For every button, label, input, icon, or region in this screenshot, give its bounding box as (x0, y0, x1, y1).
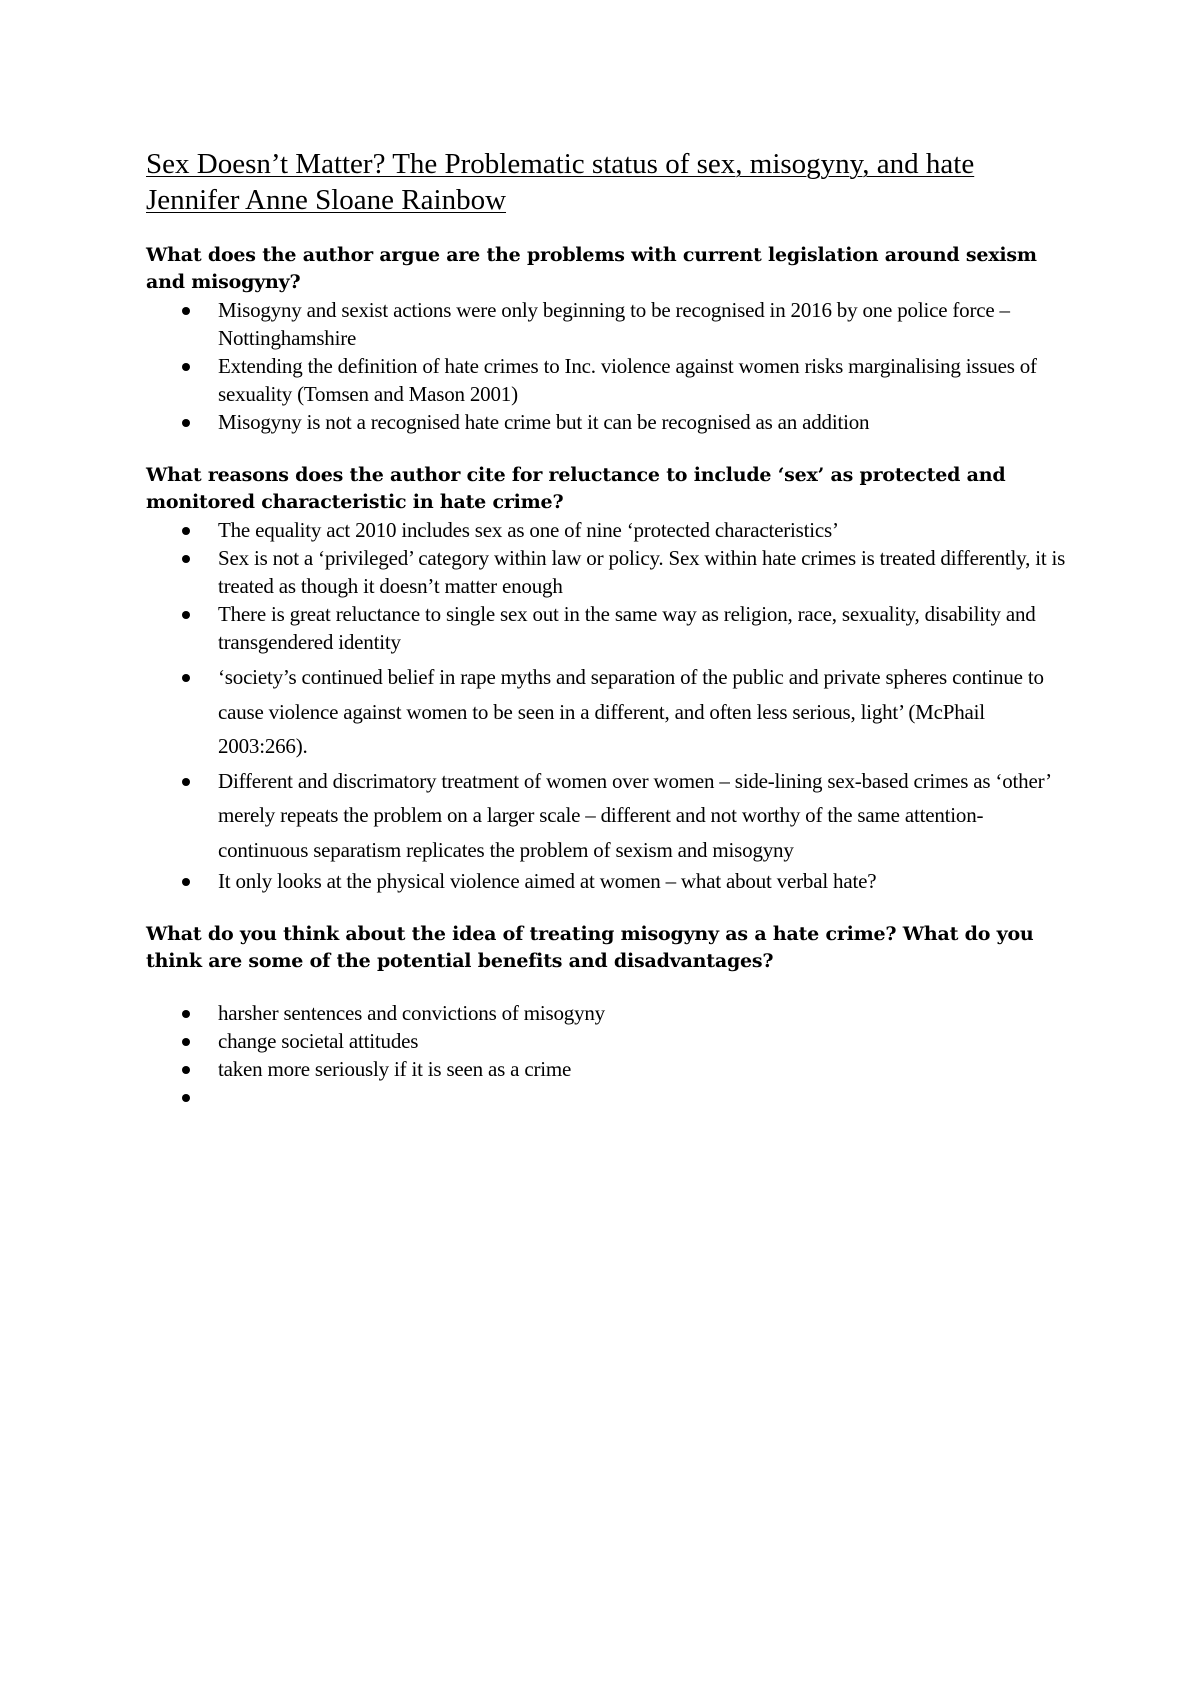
question-heading: What do you think about the idea of treating misogyny as a hate crime? What do you think are some of the potential benefits and disadvantages? (146, 923, 1034, 972)
list-item: Extending the definition of hate crimes to Inc. violence against women risks marginalising issues of sexuality (Tomsen and Mason 2001) (218, 352, 1066, 408)
list-item: Misogyny is not a recognised hate crime but it can be recognised as an addition (218, 408, 1066, 436)
bullet-icon (182, 555, 190, 563)
bullet-icon (182, 1038, 190, 1046)
document-title: Sex Doesn’t Matter? The Problematic status of sex, misogyny, and hate (146, 148, 975, 180)
list-item: harsher sentences and convictions of misogyny (218, 999, 1066, 1027)
list-item: Sex is not a ‘privileged’ category within law or policy. Sex within hate crimes is treated differently, it is treated as though it doesn’t matter enough (218, 544, 1066, 600)
list-item: taken more seriously if it is seen as a crime (218, 1055, 1066, 1083)
section-2 (146, 462, 1066, 895)
bullet-icon (182, 611, 190, 619)
bullet-icon (182, 1094, 190, 1102)
bullet-icon (182, 778, 190, 786)
document-page (146, 146, 1066, 1111)
section-3 (146, 921, 1066, 1111)
bullet-list (146, 516, 1066, 895)
bullet-icon (182, 307, 190, 315)
question-heading: What reasons does the author cite for reluctance to include ‘sex’ as protected and monitored characteristic in hate crime? (146, 464, 1006, 513)
bullet-icon (182, 363, 190, 371)
document-author: Jennifer Anne Sloane Rainbow (146, 184, 507, 216)
bullet-list (146, 296, 1066, 436)
list-item: change societal attitudes (218, 1027, 1066, 1055)
bullet-icon (182, 1010, 190, 1018)
list-item: Different and discrimatory treatment of women over women – side-lining sex-based crimes as ‘other’ merely repeats the problem on a larger scale – different and not worthy of the same attention- continuous separatism replicates the problem of sexism and misogyny (218, 764, 1066, 868)
empty-list-item (218, 1083, 1066, 1111)
question-heading: What does the author argue are the problems with current legislation around sexism and misogyny? (146, 244, 1037, 293)
list-item: It only looks at the physical violence aimed at women – what about verbal hate? (218, 867, 1066, 895)
bullet-icon (182, 1066, 190, 1074)
bullet-list (146, 999, 1066, 1111)
bullet-icon (182, 419, 190, 427)
section-1 (146, 242, 1066, 436)
list-item: ‘society’s continued belief in rape myths and separation of the public and private spheres continue to cause violence against women to be seen in a different, and often less serious, light’ (McPhail 2003:266). (218, 660, 1066, 764)
bullet-icon (182, 674, 190, 682)
spacer (146, 975, 1066, 999)
bullet-icon (182, 878, 190, 886)
list-item: There is great reluctance to single sex out in the same way as religion, race, sexuality, disability and transgendered identity (218, 600, 1066, 656)
list-item: Misogyny and sexist actions were only beginning to be recognised in 2016 by one police force – Nottinghamshire (218, 296, 1066, 352)
bullet-icon (182, 527, 190, 535)
list-item: The equality act 2010 includes sex as one of nine ‘protected characteristics’ (218, 516, 1066, 544)
